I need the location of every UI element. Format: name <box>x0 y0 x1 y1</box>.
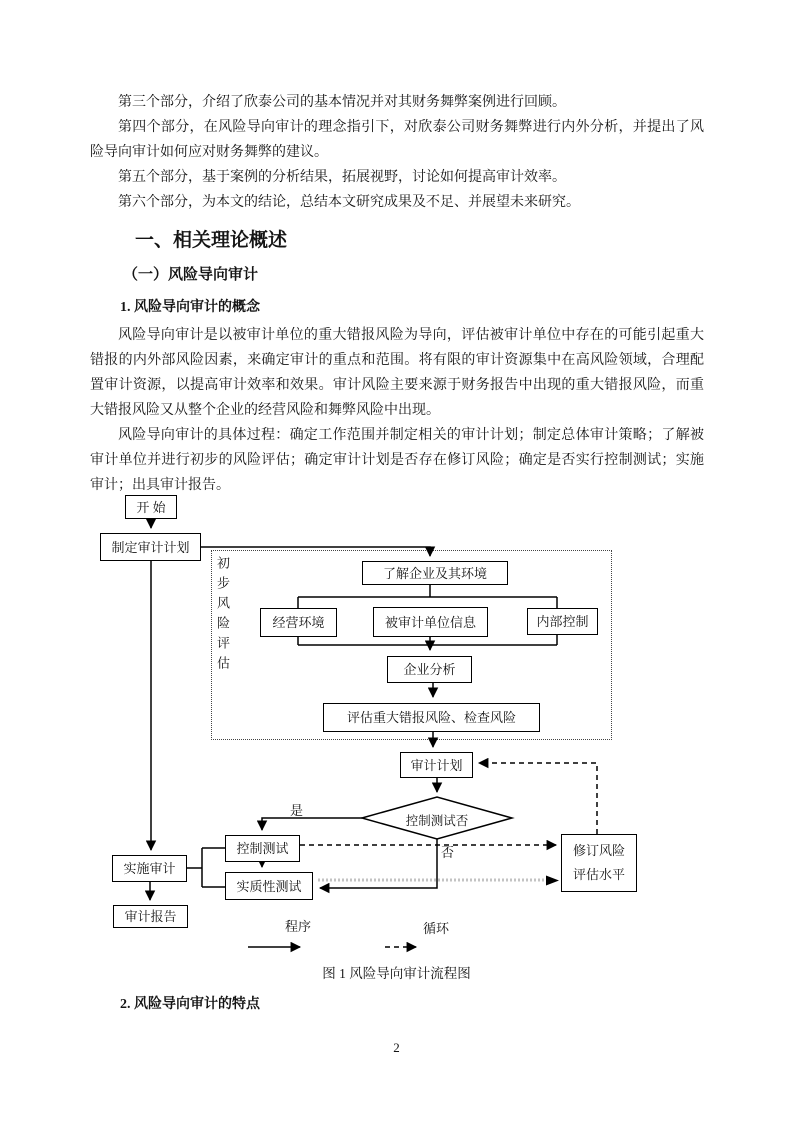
legend-procedure-label: 程序 <box>285 919 312 934</box>
flow-node-business-environment: 经营环境 <box>260 608 337 637</box>
flow-label-yes: 是 <box>290 803 304 818</box>
flowchart-figure <box>0 490 793 990</box>
flow-region-label-initial-risk-assessment: 初步风险评估 <box>215 556 230 676</box>
flow-node-audit-plan: 审计计划 <box>400 752 473 778</box>
intro-paragraph: 第三个部分，介绍了欣泰公司的基本情况并对其财务舞弊案例进行回顾。 <box>118 95 566 110</box>
flow-decision-control-test: 控制测试否 <box>405 814 469 828</box>
point-heading: 1. 风险导向审计的概念 <box>120 300 260 315</box>
concept-paragraph: 风险导向审计的具体过程：确定工作范围并制定相关的审计计划；制定总体审计策略；了解被审计单位并进行初步的风险评估；确定审计计划是否存在修订风险；确定是否实行控制测试；实施审计；出具审计报告。 <box>90 428 704 493</box>
flow-label-no: 否 <box>441 845 455 860</box>
subsection-heading: （一）风险导向审计 <box>123 267 259 283</box>
intro-paragraph: 第四个部分，在风险导向审计的理念指引下，对欣泰公司财务舞弊进行内外分析，并提出了风险导向审计如何应对财务舞弊的建议。 <box>90 120 704 160</box>
flow-node-perform-audit: 实施审计 <box>112 855 187 882</box>
flow-node-internal-control: 内部控制 <box>527 608 598 635</box>
flow-node-enterprise-analysis: 企业分析 <box>387 656 472 683</box>
figure-caption: 图 1 风险导向审计流程图 <box>322 966 471 981</box>
revise-risk-line2: 评估水平 <box>572 867 625 882</box>
flow-node-substantive-test: 实质性测试 <box>225 872 313 900</box>
flow-node-audit-report: 审计报告 <box>113 905 188 928</box>
flow-node-auditee-info: 被审计单位信息 <box>373 607 488 637</box>
page-number: 2 <box>393 1040 400 1055</box>
point-heading: 2. 风险导向审计的特点 <box>120 997 260 1012</box>
flow-node-start: 开 始 <box>125 495 177 519</box>
flow-node-control-test: 控制测试 <box>225 835 300 862</box>
revise-risk-line1: 修订风险 <box>572 843 625 858</box>
flow-node-assess-risk: 评估重大错报风险、检查风险 <box>323 703 540 732</box>
flow-node-revise-risk-level <box>561 834 637 892</box>
legend-cycle-label: 循环 <box>423 921 450 936</box>
flow-node-make-audit-plan: 制定审计计划 <box>100 533 201 561</box>
intro-paragraph: 第六个部分，为本文的结论，总结本文研究成果及不足、并展望未来研究。 <box>118 195 580 210</box>
flow-node-understand-entity: 了解企业及其环境 <box>362 561 508 585</box>
intro-paragraph: 第五个部分，基于案例的分析结果，拓展视野，讨论如何提高审计效率。 <box>118 170 566 185</box>
body-text <box>90 90 704 498</box>
section-heading: 一、相关理论概述 <box>135 230 288 251</box>
concept-paragraph: 风险导向审计是以被审计单位的重大错报风险为导向，评估被审计单位中存在的可能引起重大错报的内外部风险因素，来确定审计的重点和范围。将有限的审计资源集中在高风险领域，合理配置审计资源，以提高审计效率和效果。审计风险主要来源于财务报告中出现的重大错报风险，而重大错报风险又从整个企业的经营风险和舞弊风险中出现。 <box>90 328 704 418</box>
